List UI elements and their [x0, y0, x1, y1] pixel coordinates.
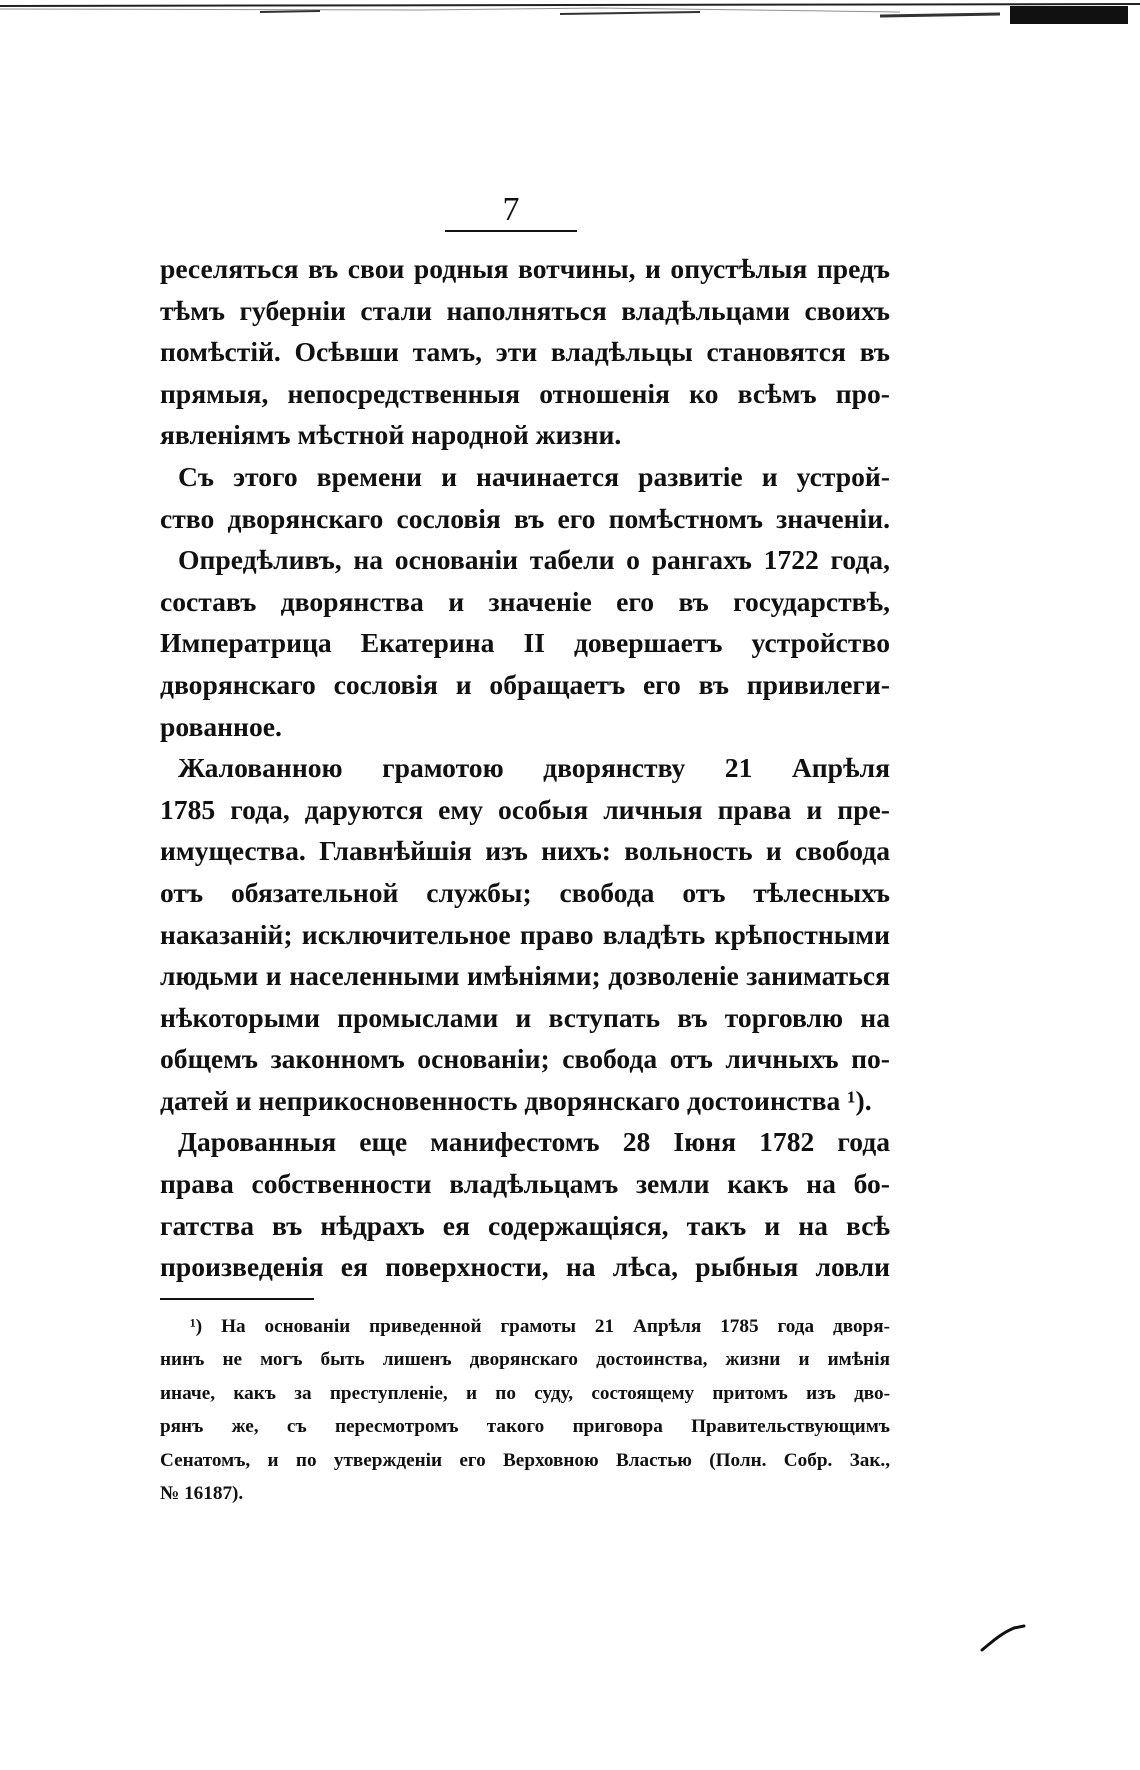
body-line: нѣкоторыми промыслами и вступать въ торговлю на [160, 1001, 890, 1033]
body-line: рованное. [160, 710, 282, 742]
body-line: наказаній; исключительное право владѣть крѣпостными [160, 918, 890, 950]
paragraph-start-line: Жалованною грамотою дворянству 21 Апрѣля [178, 752, 890, 784]
body-line: Императрица Екатерина II довершаетъ устройство [160, 627, 890, 659]
body-line: людьми и населенными имѣніями; дозволеніе заниматься [160, 960, 890, 992]
footnote-divider [160, 1298, 314, 1300]
footnote-line: нинъ не могъ быть лишенъ дворянскаго достоинства, жизни и имѣнія [160, 1349, 890, 1371]
footnote [160, 1310, 890, 1510]
body-line: дворянскаго сословія и обращаетъ его въ привилеги- [160, 668, 890, 700]
footnote-line: № 16187). [160, 1482, 244, 1504]
footnote-line: ¹) На основаніи приведенной грамоты 21 Апрѣля 1785 года дворя- [190, 1316, 890, 1337]
body-line: отъ обязательной службы; свобода отъ тѣлесныхъ [160, 876, 890, 908]
body-line: 1785 года, даруются ему особыя личныя права и пре- [160, 793, 890, 825]
body-line: тѣмъ губерніи стали наполняться владѣльцами своихъ [160, 294, 890, 326]
body-line: гатства въ нѣдрахъ ея содержащіяся, такъ и на всѣ [160, 1209, 890, 1241]
body-line: составъ дворянства и значеніе его въ государствѣ, [160, 585, 890, 617]
body-line: датей и неприкосновенность дворянскаго достоинства ¹). [160, 1084, 872, 1116]
body-line: прямыя, непосредственныя отношенія ко всѣмъ про- [160, 377, 890, 409]
paragraph-start-line: Съ этого времени и начинается развитіе и устрой- [178, 460, 890, 492]
body-line: произведенія ея поверхности, на лѣса, рыбныя ловли [160, 1251, 890, 1283]
pen-mark-artifact [978, 1620, 1028, 1654]
body-text [160, 248, 890, 1288]
scan-edge-artifact [0, 0, 1140, 30]
footnote-line: Сенатомъ, и по утвержденіи его Верховною Властью (Полн. Собр. Зак., [160, 1449, 890, 1471]
page-number: 7 [445, 190, 577, 232]
body-line: явленіямъ мѣстной народной жизни. [160, 419, 622, 451]
body-line: ство дворянскаго сословія въ его помѣстномъ значеніи. [160, 502, 890, 534]
footnote-line: иначе, какъ за преступленіе, и по суду, состоящему притомъ изъ дво- [160, 1382, 890, 1404]
body-line: имущества. Главнѣйшія изъ нихъ: вольность и свобода [160, 835, 890, 867]
paragraph-start-line: Опредѣливъ, на основаніи табели о рангахъ 1722 года, [178, 544, 890, 576]
body-line: помѣстій. Осѣвши тамъ, эти владѣльцы становятся въ [160, 336, 890, 368]
footnote-line: рянъ же, съ пересмотромъ такого приговора Правительствующимъ [160, 1416, 890, 1438]
paragraph-start-line: Дарованныя еще манифестомъ 28 Іюня 1782 года [178, 1126, 890, 1158]
body-line: реселяться въ свои родныя вотчины, и опустѣлыя предъ [160, 253, 890, 284]
body-line: права собственности владѣльцамъ земли какъ на бо- [160, 1168, 890, 1200]
page-number-area [445, 190, 575, 232]
body-line: общемъ законномъ основаніи; свобода отъ личныхъ по- [160, 1043, 890, 1075]
